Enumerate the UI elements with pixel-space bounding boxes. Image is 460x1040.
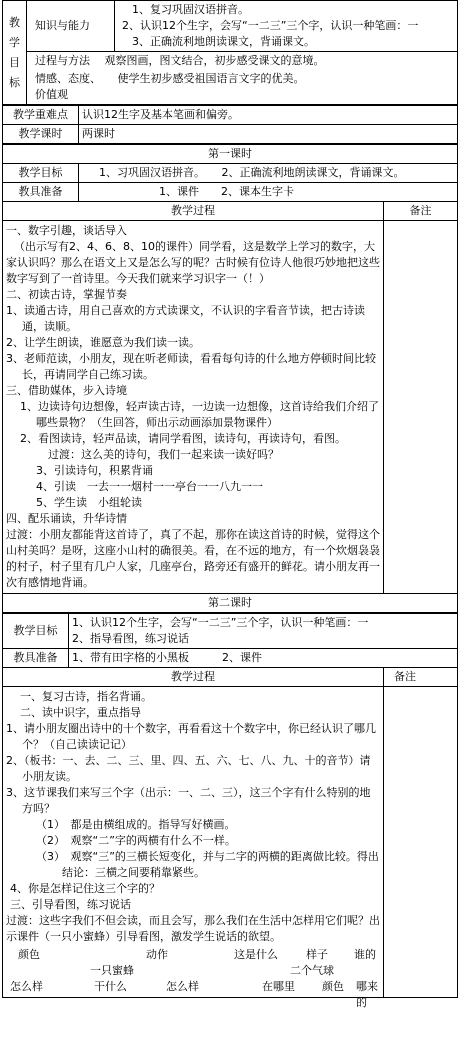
lesson1-line: （出示写有2、4、6、8、10的课件）同学看，这是数学上学习的数字，大家认识吗？那么在语文上又是怎么写的呢？古时候有位诗人他很巧妙地把这些数字写到了一首诗里。今天我们就来学习识字一（！）	[6, 240, 380, 285]
lesson1-line: 1、边读诗句边想像，轻声读古诗，一边读一边想像，这首诗给我们介绍了哪些景物？（生回答，师出示动画添加景物课件）	[20, 400, 379, 429]
knowledge-line-1: 1、复习巩固汉语拼音。	[132, 3, 249, 16]
lesson2-title: 第二课时	[3, 594, 458, 613]
knowledge-line-2: 2、认识12个生字，会写“一二三”三个字，认识一种笔画：一	[122, 19, 419, 32]
lesson2-line: （3） 观察“三”的三横长短变化，并与二字的两横的距离做比较。得出结论：三横之间要稍靠紧些。	[36, 850, 379, 879]
attitude-label: 情感、态度、价值观	[27, 70, 115, 105]
lesson2-line: （2） 观察“二”字的两横有什么不一样。	[36, 834, 236, 847]
grid-word: 这是什么	[234, 948, 278, 961]
attitude-text: 使学生初步感受祖国语言文字的优美。	[115, 70, 458, 105]
lesson1-line: 2、让学生朗读，谁愿意为我们读一读。	[6, 336, 200, 349]
lesson1-line: 三、借助媒体，步入诗境	[6, 384, 127, 397]
lesson2-line: 一、复习古诗，指名背诵。	[20, 690, 152, 703]
lesson1-line: 过渡：这么美的诗句，我们一起来读一读好吗？	[48, 448, 279, 461]
lesson1-line: 过渡：小朋友都能背这首诗了，真了不起，那你在读这首诗的时候，觉得这个山村美吗？是呀，这座小山村的确很美。看，在不远的地方，有一个炊烟袅袅的村子，村子里有几户人家，几座亭台，路旁还有盛开的鲜花。请小朋友再一次有感情地背诵。	[6, 528, 380, 589]
method-label: 过程与方法	[35, 54, 90, 67]
lesson2-notes-cell	[384, 687, 458, 998]
lesson2-prep-text: 1、带有田字格的小黑板 2、课件	[69, 649, 458, 668]
lesson1-line: 2、看图读诗，轻声品读，请同学看图，读诗句，再读诗句，看图。	[20, 432, 346, 445]
objectives-table	[2, 0, 458, 105]
lesson1-line: 3、引读诗句，积累背诵	[36, 464, 153, 477]
grid-word: 哪来的	[356, 980, 378, 1009]
periods-text: 两课时	[79, 125, 458, 144]
lesson-plan-page	[2, 0, 458, 1009]
lesson1-table	[2, 144, 458, 613]
lesson1-line: 1、读通古诗，用自己喜欢的方式读课文，不认识的字看音节读，把古诗读通，读顺。	[6, 304, 365, 333]
lesson2-process-body	[3, 687, 384, 1009]
grid-word: 怎么样	[10, 980, 43, 993]
grid-word: 一只蜜蜂	[90, 964, 134, 977]
speaking-grid	[6, 947, 380, 1009]
knowledge-line-3: 3、正确流利地朗读课文，背诵课文。	[132, 35, 315, 48]
lesson1-title: 第一课时	[3, 145, 458, 164]
lesson1-notes-label: 备注	[384, 202, 458, 221]
method-text: 观察图画，图文结合，初步感受课文的意境。	[104, 54, 325, 67]
lesson1-prep-text: 1、课件 2、课本生字卡	[79, 183, 458, 202]
lesson2-goal-label: 教学目标	[3, 614, 69, 649]
lesson1-line: 四、配乐诵读，升华诗情	[6, 512, 127, 525]
lesson1-line: 4、引读 一去一一烟村一一亭台一一八九一一	[36, 480, 263, 493]
method-row	[27, 52, 458, 71]
knowledge-lines	[115, 1, 458, 52]
lesson2-line: 2、（板书：一、去、二、三、里、四、五、六、七、八、九、十的音节）请小朋友读。	[6, 754, 371, 783]
lesson1-line: 二、初读古诗，掌握节奏	[6, 288, 127, 301]
lesson2-goal-cell	[69, 614, 458, 649]
grid-word: 在哪里	[262, 980, 295, 993]
lesson2-line: 4、你是怎样记住这三个字的？	[10, 882, 160, 895]
grid-word: 颜色	[18, 948, 40, 961]
lesson1-prep-label: 教具准备	[3, 183, 79, 202]
lesson2-line: 二、读中识字，重点指导	[20, 706, 141, 719]
objectives-header-text: 教学目标	[9, 15, 20, 89]
lesson2-line: 过渡：这些字我们不但会读，而且会写，那么我们在生活中怎样用它们呢？出示课件（一只小蜜蜂）引导看图，激发学生说话的欲望。	[6, 914, 380, 943]
lesson2-process-label: 教学过程	[3, 668, 384, 687]
grid-word: 怎么样	[166, 980, 199, 993]
lesson1-process-body	[3, 221, 384, 594]
periods-label: 教学课时	[3, 125, 79, 144]
summary-table	[2, 105, 458, 144]
lesson2-prep-label: 教具准备	[3, 649, 69, 668]
lesson2-notes-label: 备注	[384, 668, 458, 687]
knowledge-label: 知识与能力	[27, 1, 115, 52]
lesson2-line: 三、引导看图，练习说话	[10, 898, 131, 911]
lesson2-line: 3、这节课我们来写三个字（出示：一、二、三），这三个字有什么特别的地方吗？	[6, 786, 371, 815]
lesson1-process-label: 教学过程	[3, 202, 384, 221]
grid-word: 颜色	[322, 980, 344, 993]
lesson1-goal-text: 1、习巩固汉语拼音。 2、正确流利地朗读课文，背诵课文。	[79, 164, 458, 183]
lesson1-notes-cell	[384, 221, 458, 594]
lesson2-goal-text: 1、认识12个生字，会写“一二三”三个字，认识一种笔画：一	[72, 616, 369, 629]
key-points-label: 教学重难点	[3, 106, 79, 125]
grid-word: 动作	[146, 948, 168, 961]
lesson1-line: 3、老师范读，小朋友，现在听老师读，看看每句诗的什么地方停顿时间比较长，再请同学自己练习读。	[6, 352, 376, 381]
lesson2-table	[2, 613, 458, 1009]
grid-word: 干什么	[94, 980, 127, 993]
grid-word: 谁的	[354, 948, 376, 961]
key-points-text: 认识12生字及基本笔画和偏旁。	[79, 106, 458, 125]
lesson1-line: 5、学生读 小组轮读	[36, 496, 142, 509]
lesson2-goal-text-2: 2、指导看图，练习说话	[72, 632, 189, 645]
grid-word: 样子	[306, 948, 328, 961]
objectives-header	[3, 1, 27, 105]
lesson1-line: 一、数字引趣，谈话导入	[6, 224, 127, 237]
grid-word: 二个气球	[290, 964, 334, 977]
lesson1-goal-label: 教学目标	[3, 164, 79, 183]
lesson2-line: （1） 都是由横组成的。指导写好横画。	[36, 818, 236, 831]
lesson2-line: 1、请小朋友圈出诗中的十个数字，再看看这十个数字中，你已经认识了哪几个？（自己读读记记）	[6, 722, 376, 751]
